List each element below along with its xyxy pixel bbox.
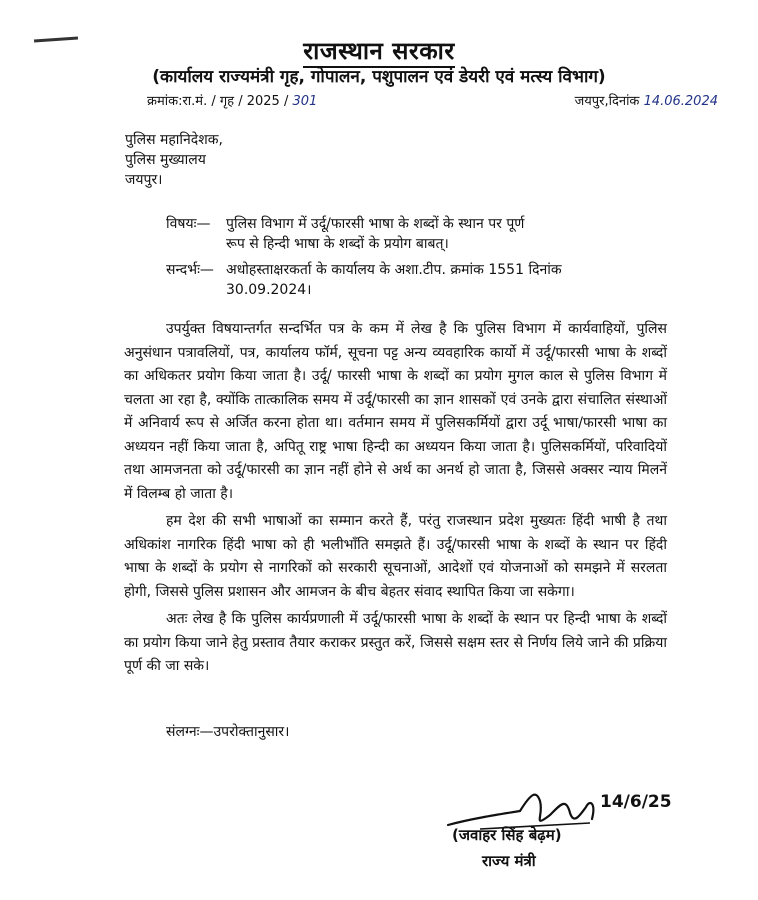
signature-block <box>440 785 710 875</box>
subject-row <box>166 214 616 254</box>
addressee-line: पुलिस महानिदेशक, <box>125 132 223 148</box>
reference-number <box>147 91 317 109</box>
government-title <box>0 34 758 67</box>
reference-label: सन्दर्भः— <box>166 262 214 278</box>
addressee-line: पुलिस मुख्यालय <box>125 152 206 168</box>
date-handwritten: 14.06.2024 <box>643 94 718 109</box>
body-paragraph: हम देश की सभी भाषाओं का सम्मान करते हैं, परंतु राजस्थान प्रदेश मुख्यतः हिंदी भाषी है तथा अधिकांश नागरिक हिंदी भाषा को ही भलीभाँति समझते हैं। उर्दू/फारसी भाषा के शब्दों के स्थान पर हिंदी भाषा के शब्दों के प्रयोग से नागरिकों को सरकारी सूचनाओं, आदेशों एवं योजनाओं को समझने में सरलता होगी, जिससे पुलिस प्रशासन और आमजन के बीच बेहतर संवाद स्थापित किया जा सकेगा। <box>124 513 667 600</box>
place-date-label: जयपुर,दिनांक <box>574 94 640 109</box>
signatory-designation: राज्य मंत्री <box>482 852 536 870</box>
ref-number-handwritten: 301 <box>292 94 318 109</box>
letter-body <box>124 318 667 683</box>
place-date <box>575 91 718 109</box>
signatory-name: (जवाहर सिंह बेढ़म) <box>452 826 562 844</box>
enclosure: संलग्नः—उपरोक्तानुसार। <box>166 724 290 740</box>
body-paragraph: अतः लेख है कि पुलिस कार्यप्रणाली में उर्दू/फारसी भाषा के शब्दों के स्थान पर हिन्दी भाषा के शब्दों का प्रयोग किया जाने हेतु प्रस्ताव तैयार कराकर प्रस्तुत करें, जिससे सक्षम स्तर से निर्णय लिये जाने की प्रक्रिया पूर्ण की जा सके। <box>124 611 667 674</box>
ref-prefix: क्रमांक:रा.मं. / गृह / 2025 / <box>147 94 289 109</box>
subject-block <box>166 214 616 300</box>
subject-text: रूप से हिन्दी भाषा के शब्दों के प्रयोग बाबत्। <box>226 236 449 252</box>
body-paragraph: उपर्युक्त विषयान्तर्गत सन्दर्भित पत्र के कम में लेख है कि पुलिस विभाग में कार्यवाहियों, पुलिस अनुसंधान पत्रावलियों, पत्र, कार्यालय फॉर्म, सूचना पट्ट अन्य व्यवहारिक कार्यो में उर्दू/फारसी भाषा के शब्दों का अधिकतर प्रयोग किया जाता है। उर्दू/ फारसी भाषा के शब्दों का प्रयोग मुगल काल से पुलिस विभाग में चलता आ रहा है, क्योंकि तात्कालिक समय में उर्दू/फारसी का ज्ञान शासकों एवं उनके द्वारा संचालित संस्थाओं में अनिवार्य रूप से अर्जित करना होता था। वर्तमान समय में पुलिसकर्मियों द्वारा उर्दू भाषा/फारसी भाषा का अध्ययन नहीं किया जाता है, अपितू राष्ट्र भाषा हिन्दी का अध्ययन किया जाता है। पुलिसकर्मियों, परिवादियों तथा आमजनता को उर्दू/फारसी का ज्ञान नहीं होने से अर्थ का अनर्थ हो जाता है, जिससे अक्सर न्याय मिलनें में विलम्ब हो जाता है। <box>124 321 667 502</box>
addressee-block <box>125 130 223 190</box>
reference-row <box>147 91 718 111</box>
subject-label: विषयः— <box>166 216 211 232</box>
reference-row-subject <box>166 260 616 300</box>
government-title-text: राजस्थान सरकार <box>303 37 454 68</box>
signature-date: 14/6/25 <box>600 792 672 812</box>
subject-text: पुलिस विभाग में उर्दू/फारसी भाषा के शब्दों के स्थान पर पूर्ण <box>226 216 525 232</box>
office-name: (कार्यालय राज्यमंत्री गृह, गोपालन, पशुपालन एवं डेयरी एवं मत्स्य विभाग) <box>152 67 606 87</box>
reference-text: 30.09.2024। <box>226 282 312 298</box>
reference-text: अधोहस्ताक्षरकर्ता के कार्यालय के अशा.टीप. क्रमांक 1551 दिनांक <box>226 262 562 278</box>
addressee-line: जयपुर। <box>125 172 163 188</box>
